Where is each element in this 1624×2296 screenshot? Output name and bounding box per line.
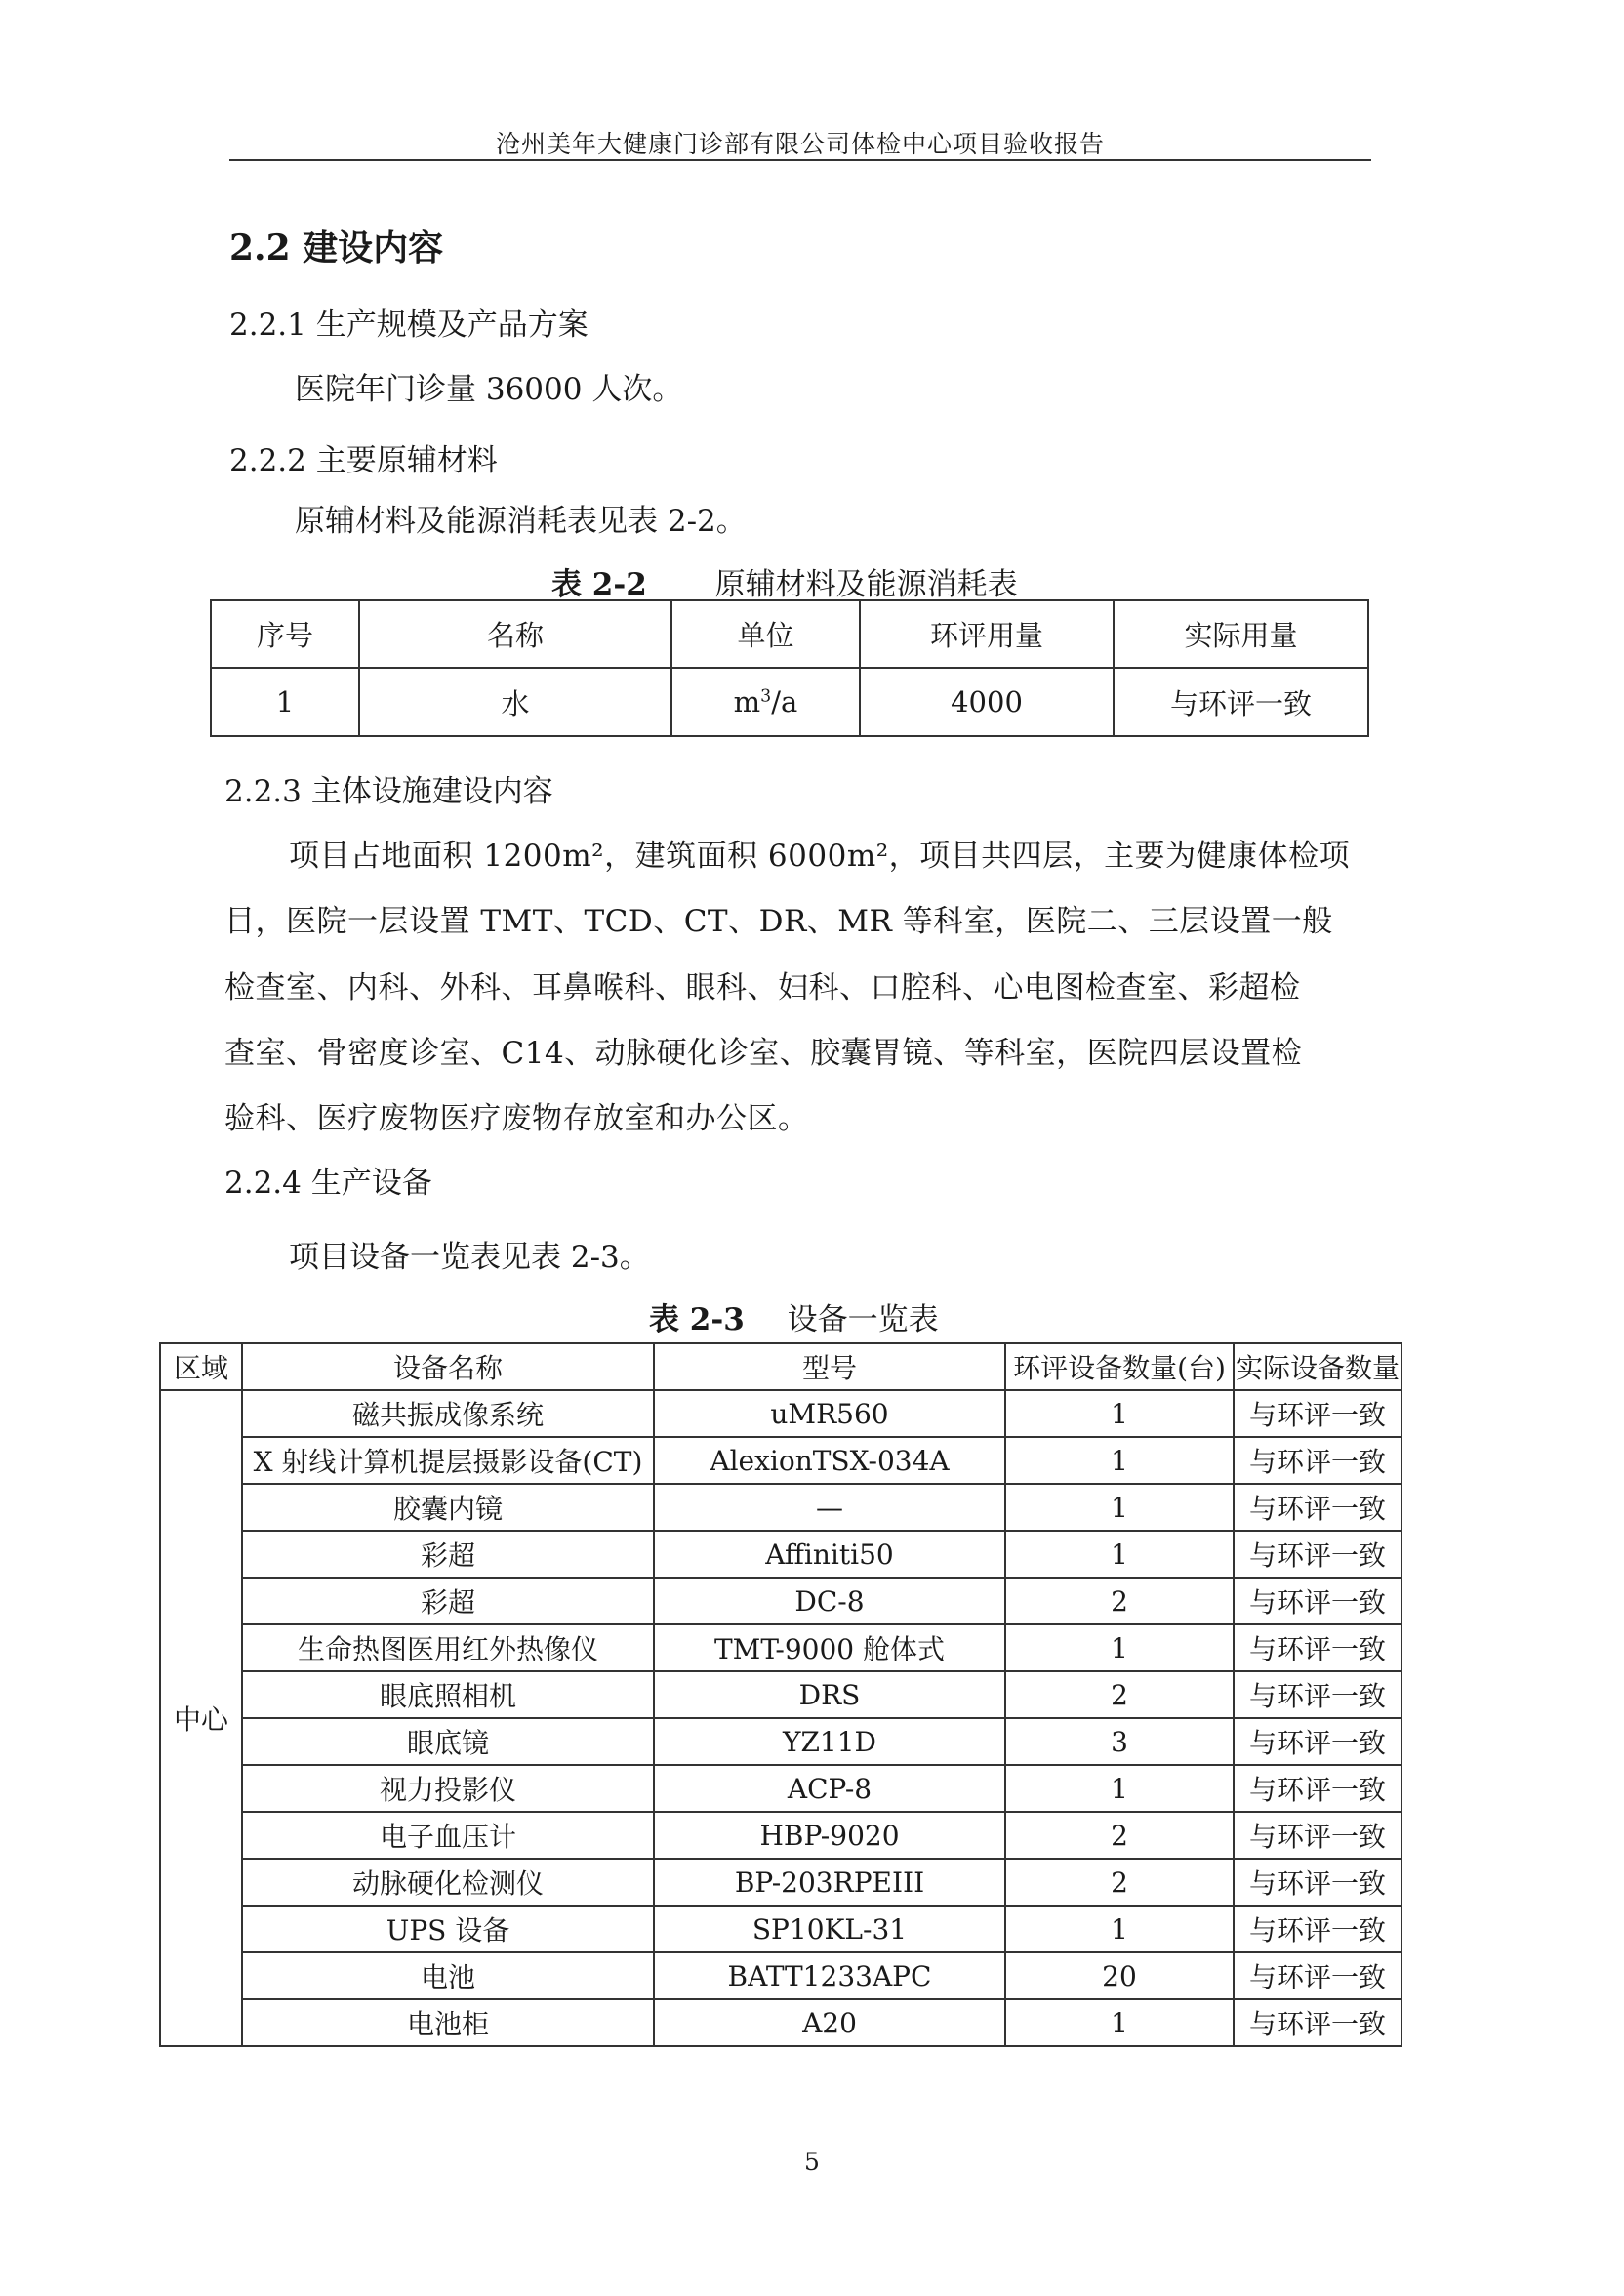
equipment-model: BP-203RPEIII <box>654 1859 1005 1906</box>
table-2-2 <box>210 599 1369 737</box>
equipment-model: AlexionTSX-034A <box>654 1437 1005 1484</box>
table-row <box>160 1859 1401 1906</box>
table-row <box>160 1484 1401 1531</box>
equipment-name: 视力投影仪 <box>242 1765 654 1812</box>
subsection-2-2-3-title: 2.2.3 主体设施建设内容 <box>224 774 553 809</box>
header-cell: 环评用量 <box>860 600 1114 668</box>
planned-quantity: 1 <box>1005 1999 1234 2046</box>
material-name: 水 <box>359 668 671 736</box>
subsection-2-2-4-title: 2.2.4 生产设备 <box>224 1166 432 1201</box>
table-row <box>160 1624 1401 1671</box>
table-2-3-caption <box>649 1294 939 1338</box>
table-row <box>160 1718 1401 1765</box>
header-cell: 单位 <box>671 600 860 668</box>
header-cell: 实际设备数量 <box>1234 1343 1401 1390</box>
body-line: 目，医院一层设置 TMT、TCD、CT、DR、MR 等科室，医院二、三层设置一般 <box>224 904 1333 939</box>
equipment-name: 眼底照相机 <box>242 1671 654 1718</box>
table-2-3-caption-title: 设备一览表 <box>787 1302 939 1337</box>
equipment-name: 胶囊内镜 <box>242 1484 654 1531</box>
table-2-2-caption <box>551 559 1018 603</box>
planned-quantity: 2 <box>1005 1671 1234 1718</box>
body-line: 查室、骨密度诊室、C14、动脉硬化诊室、胶囊胃镜、等科室，医院四层设置检 <box>224 1036 1303 1071</box>
planned-quantity: 2 <box>1005 1859 1234 1906</box>
table-row <box>160 1999 1401 2046</box>
actual-quantity: 与环评一致 <box>1234 1859 1401 1906</box>
subsection-2-2-2-title: 2.2.2 主要原辅材料 <box>229 443 498 478</box>
planned-quantity: 1 <box>1005 1624 1234 1671</box>
planned-quantity: 1 <box>1005 1484 1234 1531</box>
equipment-model: BATT1233APC <box>654 1952 1005 1999</box>
section-title: 2.2 建设内容 <box>229 227 444 268</box>
table-2-3 <box>159 1342 1402 2047</box>
header-rule <box>229 159 1371 161</box>
running-header: 沧州美年大健康门诊部有限公司体检中心项目验收报告 <box>495 130 1105 158</box>
subsection-2-2-2-text: 原辅材料及能源消耗表见表 2-2。 <box>295 504 747 539</box>
equipment-name: 电池柜 <box>242 1999 654 2046</box>
table-row <box>211 668 1368 736</box>
planned-quantity: 2 <box>1005 1812 1234 1859</box>
actual-quantity: 与环评一致 <box>1234 1671 1401 1718</box>
equipment-name: 磁共振成像系统 <box>242 1390 654 1437</box>
table-row <box>160 1906 1401 1952</box>
table-2-3-caption-num: 表 2-3 <box>649 1302 745 1337</box>
planned-amount: 4000 <box>860 668 1114 736</box>
equipment-model: TMT-9000 舱体式 <box>654 1624 1005 1671</box>
equipment-model: Affiniti50 <box>654 1531 1005 1578</box>
subsection-2-2-1-title: 2.2.1 生产规模及产品方案 <box>229 308 589 343</box>
equipment-name: 生命热图医用红外热像仪 <box>242 1624 654 1671</box>
equipment-model: — <box>654 1484 1005 1531</box>
unit-base: m <box>733 685 761 718</box>
row-number: 1 <box>211 668 359 736</box>
region-cell: 中心 <box>160 1390 242 2046</box>
table-row <box>160 1390 1401 1437</box>
actual-quantity: 与环评一致 <box>1234 1812 1401 1859</box>
header-cell: 名称 <box>359 600 671 668</box>
unit-rest: /a <box>771 685 798 718</box>
equipment-name: UPS 设备 <box>242 1906 654 1952</box>
equipment-name: 电子血压计 <box>242 1812 654 1859</box>
header-cell: 区域 <box>160 1343 242 1390</box>
actual-quantity: 与环评一致 <box>1234 1718 1401 1765</box>
table-row <box>160 1765 1401 1812</box>
planned-quantity: 1 <box>1005 1765 1234 1812</box>
actual-quantity: 与环评一致 <box>1234 1906 1401 1952</box>
equipment-model: ACP-8 <box>654 1765 1005 1812</box>
table-row <box>160 1531 1401 1578</box>
table-2-2-caption-title: 原辅材料及能源消耗表 <box>714 567 1018 602</box>
equipment-model: DC-8 <box>654 1578 1005 1624</box>
table-2-2-caption-num: 表 2-2 <box>551 567 647 602</box>
equipment-name: X 射线计算机提层摄影设备(CT) <box>242 1437 654 1484</box>
equipment-name: 动脉硬化检测仪 <box>242 1859 654 1906</box>
planned-quantity: 2 <box>1005 1578 1234 1624</box>
table-row <box>160 1578 1401 1624</box>
unit-superscript: 3 <box>760 686 772 707</box>
actual-quantity: 与环评一致 <box>1234 1624 1401 1671</box>
page-number: 5 <box>804 2148 820 2176</box>
table-row <box>160 1952 1401 1999</box>
header-cell: 环评设备数量(台) <box>1005 1343 1234 1390</box>
header-cell: 设备名称 <box>242 1343 654 1390</box>
header-cell: 实际用量 <box>1114 600 1368 668</box>
body-line: 验科、医疗废物医疗废物存放室和办公区。 <box>224 1101 809 1136</box>
table-row <box>160 1437 1401 1484</box>
table-row <box>160 1812 1401 1859</box>
equipment-model: HBP-9020 <box>654 1812 1005 1859</box>
actual-quantity: 与环评一致 <box>1234 1484 1401 1531</box>
equipment-model: A20 <box>654 1999 1005 2046</box>
table-2-3-header-row <box>160 1343 1401 1390</box>
actual-quantity: 与环评一致 <box>1234 1390 1401 1437</box>
equipment-name: 彩超 <box>242 1578 654 1624</box>
actual-quantity: 与环评一致 <box>1234 1952 1401 1999</box>
subsection-2-2-1-text: 医院年门诊量 36000 人次。 <box>295 372 683 407</box>
header-cell: 序号 <box>211 600 359 668</box>
equipment-name: 眼底镜 <box>242 1718 654 1765</box>
actual-quantity: 与环评一致 <box>1234 1437 1401 1484</box>
material-unit <box>671 668 860 736</box>
actual-quantity: 与环评一致 <box>1234 1765 1401 1812</box>
planned-quantity: 20 <box>1005 1952 1234 1999</box>
equipment-model: uMR560 <box>654 1390 1005 1437</box>
actual-quantity: 与环评一致 <box>1234 1999 1401 2046</box>
body-line: 项目占地面积 1200m²，建筑面积 6000m²，项目共四层，主要为健康体检项 <box>289 839 1351 874</box>
actual-quantity: 与环评一致 <box>1234 1578 1401 1624</box>
actual-quantity: 与环评一致 <box>1234 1531 1401 1578</box>
planned-quantity: 1 <box>1005 1906 1234 1952</box>
planned-quantity: 1 <box>1005 1390 1234 1437</box>
subsection-2-2-4-text: 项目设备一览表见表 2-3。 <box>289 1240 650 1275</box>
planned-quantity: 1 <box>1005 1531 1234 1578</box>
equipment-model: DRS <box>654 1671 1005 1718</box>
planned-quantity: 1 <box>1005 1437 1234 1484</box>
actual-amount: 与环评一致 <box>1114 668 1368 736</box>
equipment-name: 电池 <box>242 1952 654 1999</box>
table-row <box>160 1671 1401 1718</box>
header-cell: 型号 <box>654 1343 1005 1390</box>
planned-quantity: 3 <box>1005 1718 1234 1765</box>
equipment-model: YZ11D <box>654 1718 1005 1765</box>
table-2-2-header-row <box>211 600 1368 668</box>
body-line: 检查室、内科、外科、耳鼻喉科、眼科、妇科、口腔科、心电图检查室、彩超检 <box>224 970 1301 1005</box>
equipment-name: 彩超 <box>242 1531 654 1578</box>
equipment-model: SP10KL-31 <box>654 1906 1005 1952</box>
